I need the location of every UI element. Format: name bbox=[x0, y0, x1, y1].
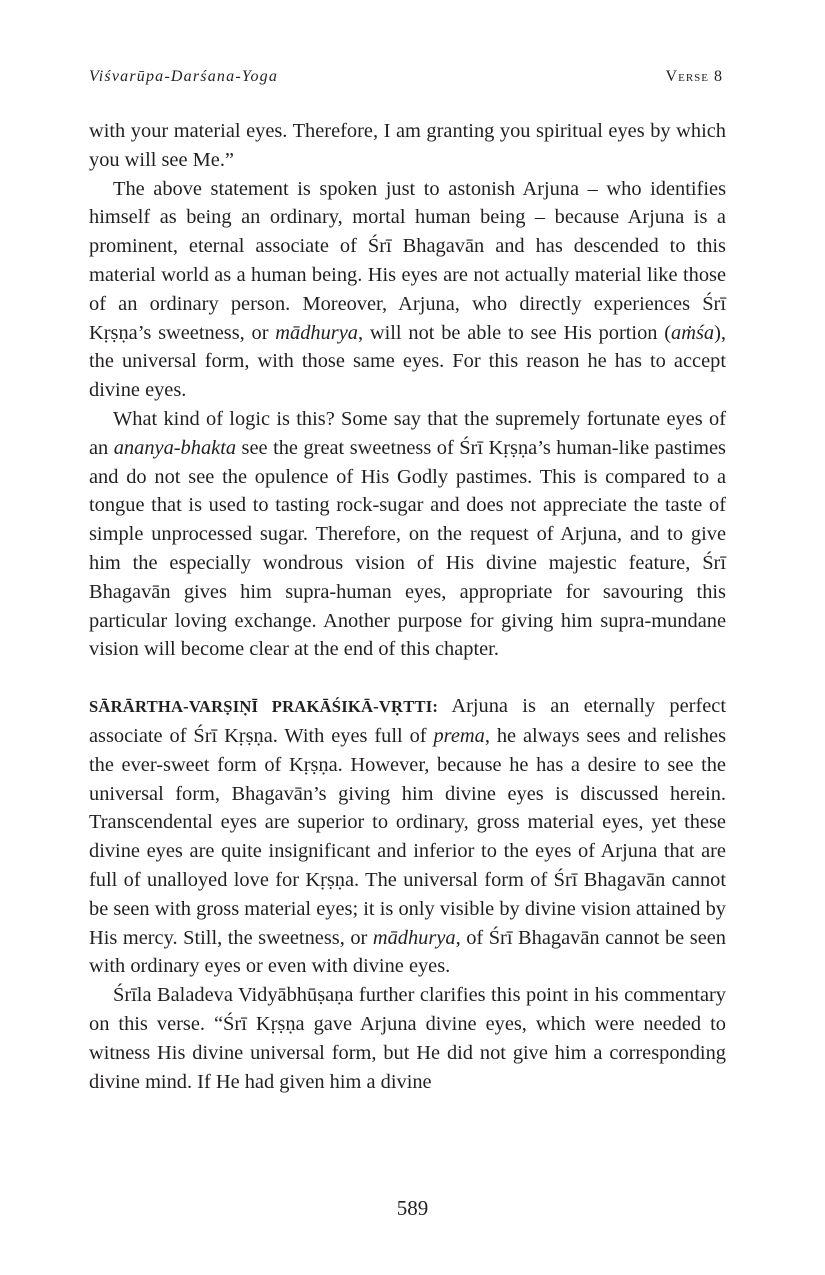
page-number: 589 bbox=[396, 1196, 429, 1220]
paragraph-5 bbox=[89, 981, 726, 1096]
paragraph-2-text-c: ), the universal form, with those same eyes. For this reason he has to accept divine eyes. bbox=[89, 321, 726, 402]
paragraph-4 bbox=[89, 692, 726, 981]
paragraph-2-text-b: , will not be able to see His portion ( bbox=[357, 321, 672, 344]
paragraph-4-text-c: , of Śrī Bhagavān cannot be seen with ordinary eyes or even with divine eyes. bbox=[89, 926, 726, 978]
commentary-label: SĀRĀRTHA-VARṢIṆĪ PRAKĀŚIKĀ-VṚTTI: bbox=[89, 697, 439, 717]
paragraph-1 bbox=[89, 117, 726, 175]
term-madhurya: mādhurya bbox=[275, 321, 358, 344]
term-amsa: aṁśa bbox=[671, 321, 715, 344]
paragraph-2-text-a: The above statement is spoken just to astonish Arjuna – who identifies himself as being an ordinary, mortal human being – because Arjuna is a prominent, eternal associate of Śrī Bhagavān and has descended to this material world as a human being. His eyes are not actually material like those of an ordinary person. Moreover, Arjuna, who directly experiences Śrī Kṛṣṇa’s sweetness, or bbox=[89, 177, 726, 344]
term-ananya-bhakta: ananya-bhakta bbox=[113, 436, 237, 459]
term-prema: prema bbox=[433, 724, 485, 747]
paragraph-3-text-b: see the great sweetness of Śrī Kṛṣṇa’s human-like pastimes and do not see the opulence of His Godly pastimes. This is compared to a tongue that is used to tasting rock-sugar and does not appreciate the taste of simple unprocessed sugar. Therefore, on the request of Arjuna, and to give him the especially wondrous vision of His divine majestic feature, Śrī Bhagavān gives him supra-human eyes, appropriate for savouring this particular loving exchange. Another purpose for giving him supra-mundane vision will become clear at the end of this chapter. bbox=[89, 436, 726, 661]
body-text bbox=[89, 117, 726, 1096]
paragraph-2 bbox=[89, 175, 726, 405]
paragraph-1-text: with your material eyes. Therefore, I am granting you spiritual eyes by which you will see Me.” bbox=[89, 120, 726, 171]
paragraph-3-text-a: What kind of logic is this? Some say that the supremely fortunate eyes of an bbox=[89, 407, 726, 459]
paragraph-4-text-b: , he always sees and relishes the ever-sweet form of Kṛṣṇa. However, because he has a desire to see the universal form, Bhagavān’s giving him divine eyes is discussed herein. Transcendental eyes are superior to ordinary, gross material eyes, yet these divine eyes are quite insignificant and inferior to the eyes of Arjuna that are full of unalloyed love for Kṛṣṇa. The universal form of Śrī Bhagavān cannot be seen with gross material eyes; it is only visible by divine vision attained by His mercy. Still, the sweetness, or bbox=[89, 724, 726, 949]
verse-label: Verse 8 bbox=[665, 68, 723, 85]
paragraph-3 bbox=[89, 405, 726, 664]
term-madhurya-2: mādhurya bbox=[372, 926, 456, 949]
running-header bbox=[89, 68, 723, 92]
paragraph-5-text: Śrīla Baladeva Vidyābhūṣaṇa further clarifies this point in his commentary on this verse. “Śrī Kṛṣṇa gave Arjuna divine eyes, which were needed to witness His divine universal form, but He did not give him a corresponding divine mind. If He had given him a divine bbox=[89, 984, 726, 1093]
paragraph-4-text-a: Arjuna is an eternally perfect associate of Śrī Kṛṣṇa. With eyes full of bbox=[89, 695, 726, 747]
chapter-title: Viśvarūpa-Darśana-Yoga bbox=[89, 68, 279, 85]
